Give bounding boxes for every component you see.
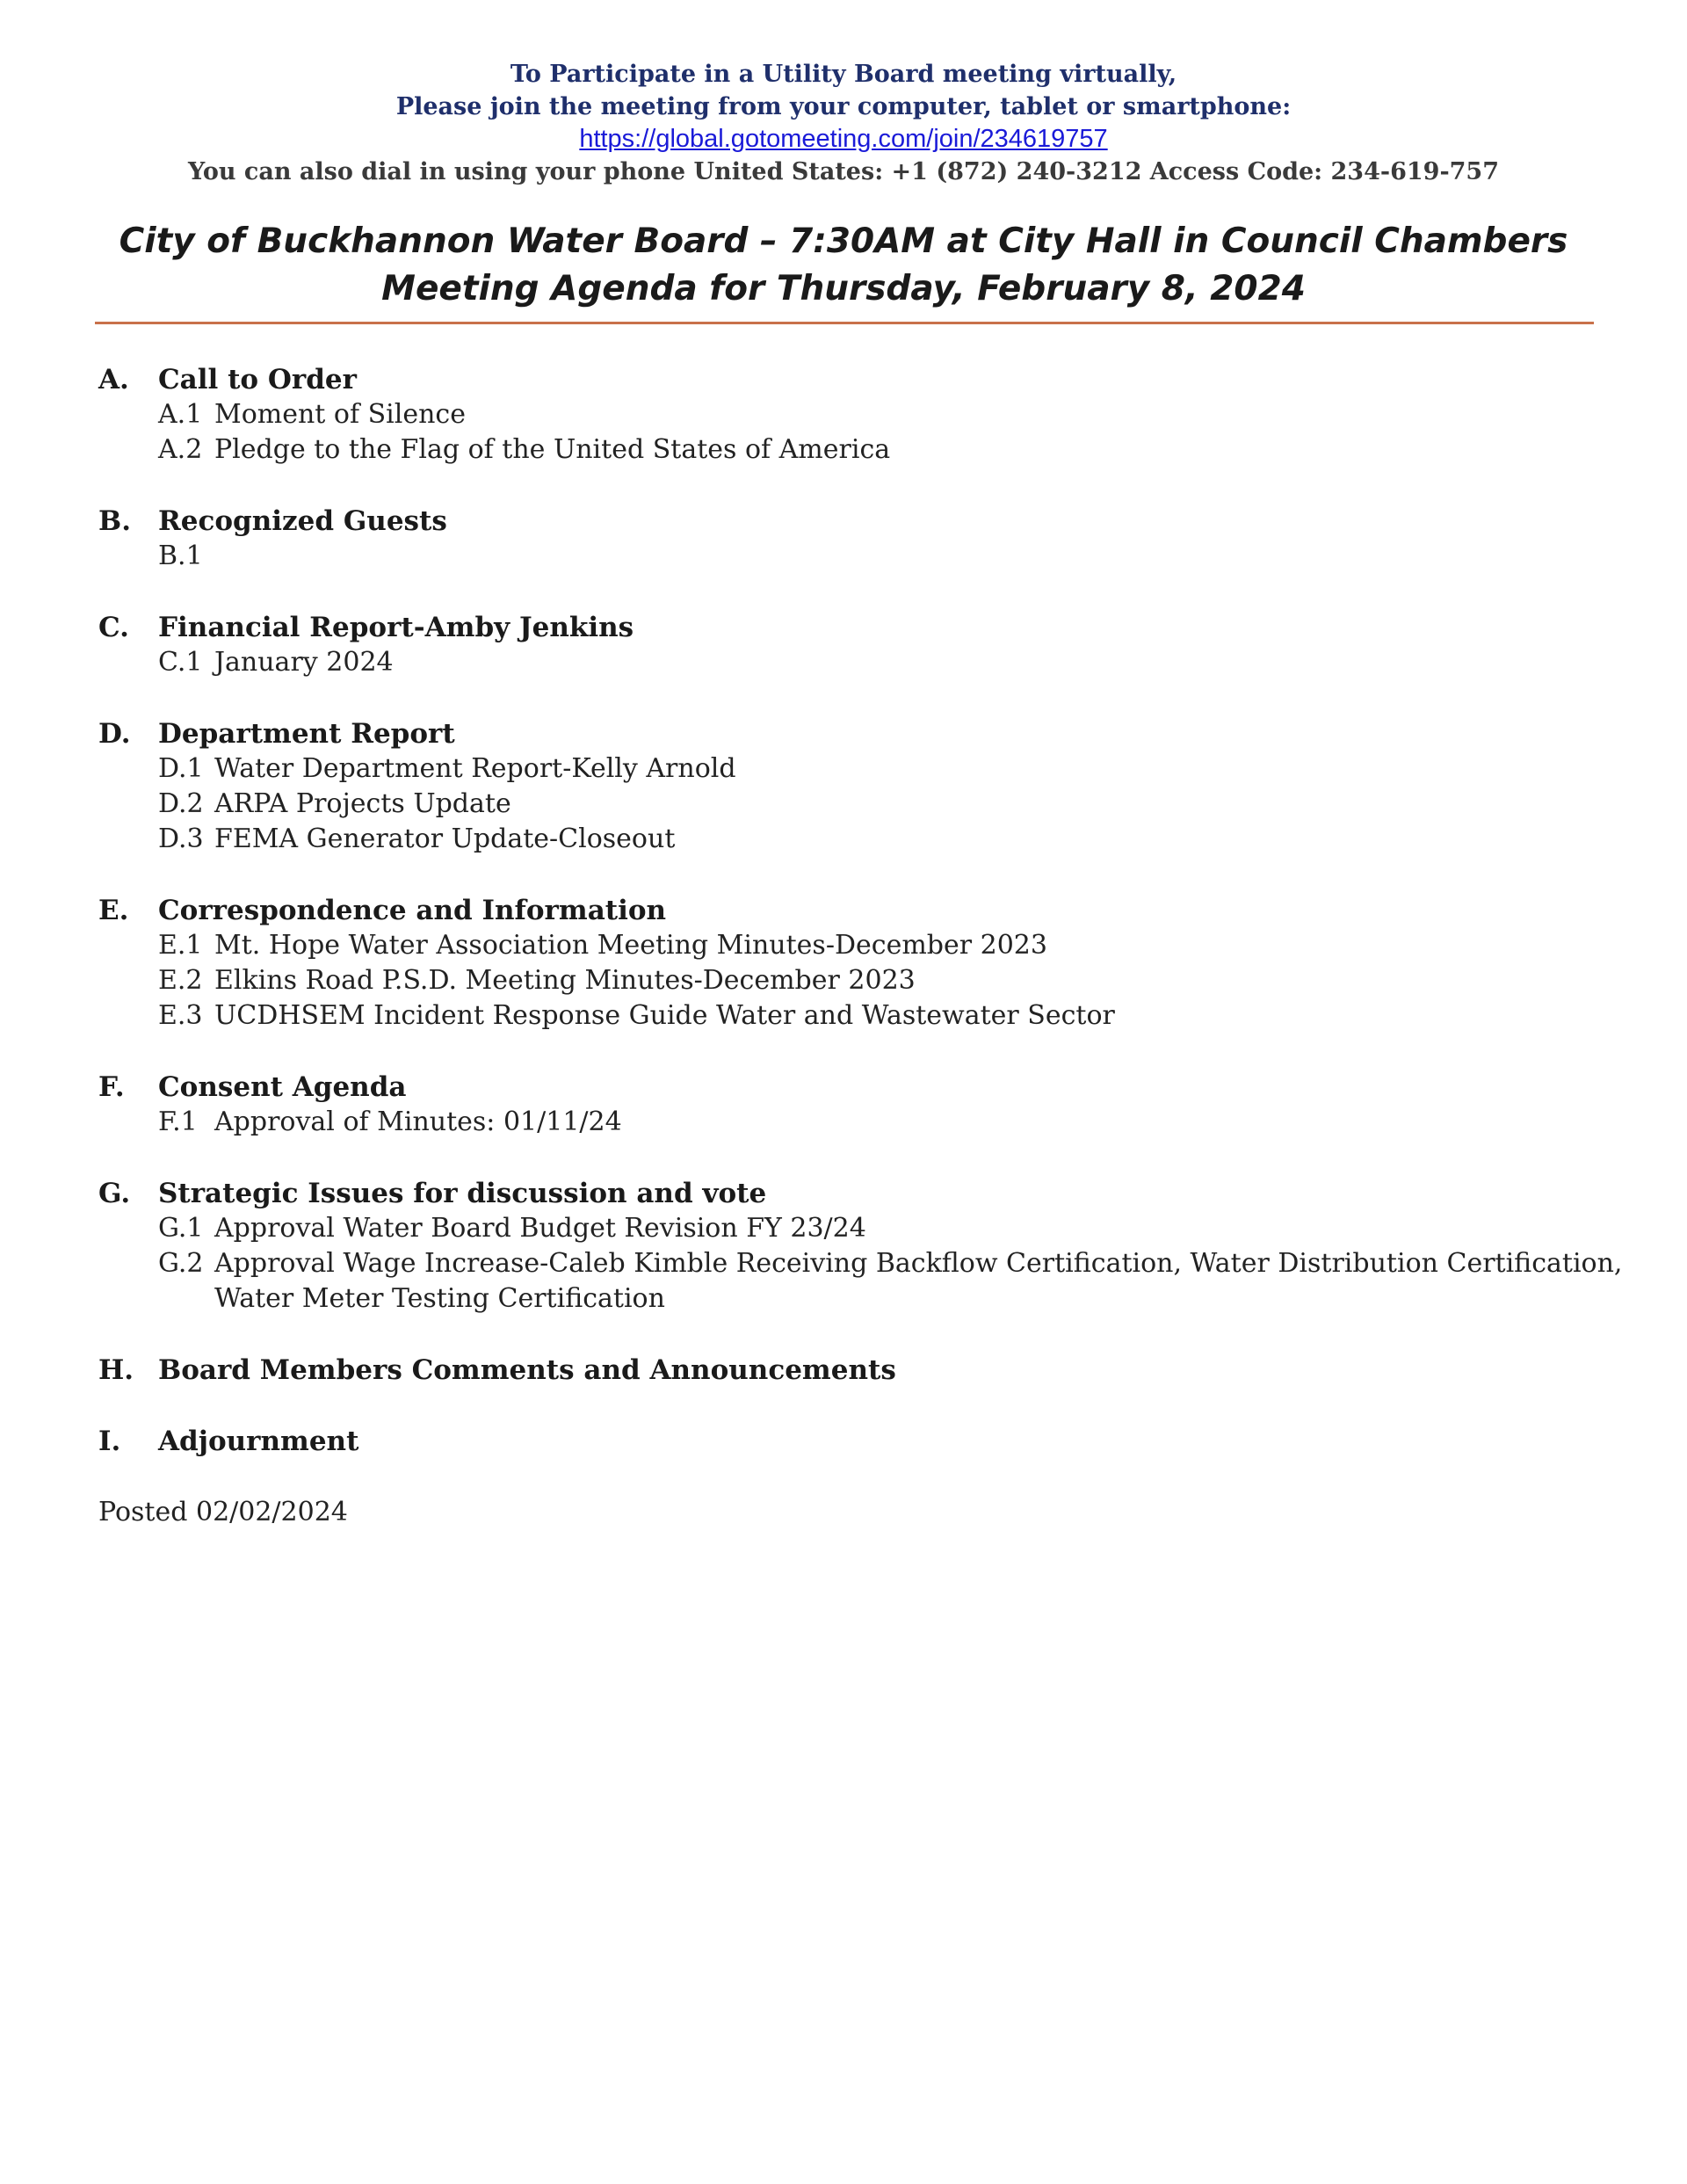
- section-letter: C.: [98, 612, 129, 643]
- item-code: G.2: [158, 1248, 204, 1279]
- item-text: Elkins Road P.S.D. Meeting Minutes-December 2023: [214, 965, 916, 996]
- agenda-item: [98, 539, 1610, 574]
- section-title: Board Members Comments and Announcements: [158, 1354, 896, 1386]
- section-heading: [98, 893, 1610, 928]
- section-title: Financial Report-Amby Jenkins: [158, 612, 634, 643]
- virtual-meeting-notice: [0, 58, 1687, 188]
- section-heading: [98, 1070, 1610, 1105]
- agenda-item: [98, 1105, 1610, 1140]
- agenda-section-g: [98, 1176, 1623, 1317]
- agenda-item: [98, 928, 1610, 963]
- section-title: Consent Agenda: [158, 1071, 407, 1103]
- item-text: Mt. Hope Water Association Meeting Minutes-December 2023: [214, 930, 1047, 961]
- agenda-item: [98, 1211, 1610, 1246]
- section-title: Recognized Guests: [158, 505, 447, 537]
- agenda-item: [98, 645, 1610, 680]
- agenda-item: [98, 751, 1610, 787]
- meeting-link[interactable]: https://global.gotomeeting.com/join/234619757: [579, 125, 1108, 153]
- item-code: D.2: [158, 788, 204, 819]
- agenda-item: [98, 963, 1610, 998]
- item-text: Approval Wage Increase-Caleb Kimble Receiving Backflow Certification, Water Distribution Certification,: [214, 1248, 1623, 1279]
- section-letter: H.: [98, 1354, 134, 1386]
- agenda-section-d: [98, 716, 1610, 857]
- item-text: Water Department Report-Kelly Arnold: [214, 753, 736, 784]
- agenda-item: [98, 432, 1610, 468]
- item-code: C.1: [158, 647, 203, 678]
- section-title: Department Report: [158, 718, 455, 750]
- section-letter: B.: [98, 505, 131, 537]
- agenda-item: [98, 787, 1610, 822]
- agenda-section-b: [98, 504, 1610, 574]
- item-text: Approval of Minutes: 01/11/24: [214, 1107, 622, 1137]
- agenda-section-i: [98, 1424, 1610, 1459]
- section-letter: E.: [98, 895, 129, 926]
- agenda-item: [98, 822, 1610, 857]
- item-code: B.1: [158, 541, 203, 571]
- agenda-item: [98, 998, 1610, 1034]
- meeting-title-line-2: Meeting Agenda for Thursday, February 8, 2024: [381, 269, 1306, 308]
- item-code: G.1: [158, 1213, 204, 1244]
- item-code: E.1: [158, 930, 203, 961]
- section-heading: [98, 610, 1610, 645]
- section-heading: [98, 504, 1610, 539]
- item-code: E.2: [158, 965, 203, 996]
- item-text-continuation: Water Meter Testing Certification: [214, 1283, 665, 1314]
- virtual-notice-line-2: Please join the meeting from your computer, tablet or smartphone:: [395, 93, 1292, 120]
- agenda-item-continuation: [98, 1281, 1610, 1317]
- section-heading: [98, 1353, 1610, 1388]
- item-code: F.1: [158, 1107, 198, 1137]
- section-title: Call to Order: [158, 364, 357, 395]
- item-code: A.2: [158, 434, 203, 465]
- item-code: D.1: [158, 753, 204, 784]
- item-text: UCDHSEM Incident Response Guide Water and Wastewater Sector: [214, 1000, 1115, 1031]
- section-title: Strategic Issues for discussion and vote: [158, 1178, 767, 1209]
- section-title: Adjournment: [158, 1426, 359, 1457]
- section-letter: I.: [98, 1426, 121, 1457]
- item-text: FEMA Generator Update-Closeout: [214, 824, 676, 854]
- item-text: Approval Water Board Budget Revision FY 23/24: [214, 1213, 866, 1244]
- section-heading: [98, 1424, 1610, 1459]
- agenda-section-e: [98, 893, 1610, 1034]
- agenda-item: [98, 397, 1610, 432]
- section-letter: G.: [98, 1178, 131, 1209]
- title-divider: [95, 322, 1594, 324]
- agenda-section-a: [98, 362, 1610, 468]
- item-code: A.1: [158, 399, 203, 430]
- section-heading: [98, 716, 1610, 751]
- virtual-notice-line-1: To Participate in a Utility Board meeting virtually,: [510, 61, 1177, 88]
- agenda-item: [98, 1246, 1623, 1281]
- section-heading: [98, 362, 1610, 397]
- agenda-section-f: [98, 1070, 1610, 1140]
- item-text: Pledge to the Flag of the United States of America: [214, 434, 891, 465]
- posted-date: Posted 02/02/2024: [98, 1497, 348, 1527]
- agenda-section-c: [98, 610, 1610, 680]
- section-letter: A.: [98, 364, 129, 395]
- item-text: Moment of Silence: [214, 399, 466, 430]
- meeting-title-line-1: City of Buckhannon Water Board – 7:30AM at City Hall in Council Chambers: [119, 221, 1568, 261]
- dial-in-info: You can also dial in using your phone United States: +1 (872) 240-3212 Access Code: 234-619-757: [187, 158, 1500, 185]
- item-text: ARPA Projects Update: [214, 788, 511, 819]
- agenda-list: [98, 362, 1623, 1530]
- section-letter: D.: [98, 718, 131, 750]
- item-code: D.3: [158, 824, 204, 854]
- agenda-section-h: [98, 1353, 1610, 1388]
- meeting-title: [0, 218, 1687, 313]
- section-letter: F.: [98, 1071, 125, 1103]
- section-heading: [98, 1176, 1610, 1211]
- item-text: January 2024: [214, 647, 394, 678]
- item-code: E.3: [158, 1000, 203, 1031]
- section-title: Correspondence and Information: [158, 895, 667, 926]
